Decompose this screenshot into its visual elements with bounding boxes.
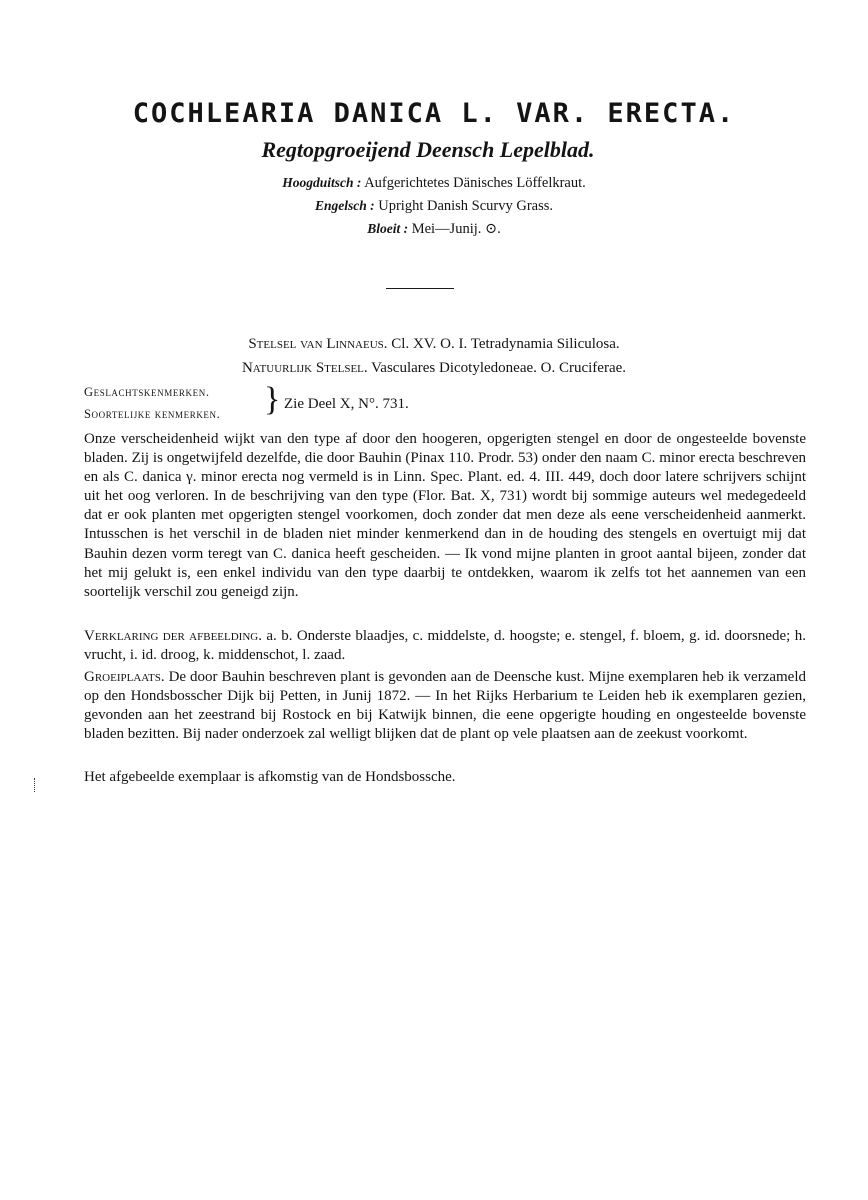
section-divider [386,288,454,289]
specimen-note-text: Het afgebeelde exemplaar is afkomstig van de Hondsbossche. [84,769,456,785]
brace-glyph: } [264,381,281,418]
margin-mark [34,778,37,792]
characteristics-reference: Zie Deel X, N°. 731. [284,396,409,412]
figure-explanation-label: Verklaring der afbeelding. [84,628,262,644]
genus-characteristics: Geslachtskenmerken. [84,385,210,399]
figure-explanation-text: a. b. Onderste blaadjes, c. middelste, d. hoogste; e. stengel, f. bloem, g. id. doorsnede; h. vrucht, i. id. droog, k. middenschot, l. zaad. [84,628,806,664]
habitat-text: De door Bauhin beschreven plant is gevonden aan de Deensche kust. Mijne exemplaren heb ik verzameld op den Hondsbosscher Dijk bij Petten, in Junij 1872. — In het Rijks Herbarium te Leiden heb ik exemplaren gezien, gevonden aan het zeestrand bij Rostock en bij Katwijk binnen, die eene opgerigte houding en ongesteelde bovenste bladen bezitten. Bij nader onderzoek zal welligt blijken dat de plant op vele plaatsen aan de zeekust voorkomt. [84,669,806,743]
description-paragraph [84,430,806,602]
page-title: COCHLEARIA DANICA L. VAR. ERECTA. [132,98,736,129]
name-german-value: Aufgerichtetes Dänisches Löffelkraut. [364,175,586,191]
figure-explanation [84,627,806,665]
name-english-value: Upright Danish Scurvy Grass. [378,198,554,214]
species-characteristics: Soortelijke kenmerken. [84,407,221,421]
natural-system [0,358,868,378]
linnaeus-system [0,334,868,354]
name-german [0,174,868,192]
flowering [0,220,868,238]
name-english-label: Engelsch : [314,198,375,213]
specimen-note [84,768,806,787]
flowering-value: Mei—Junij. ⊙. [411,221,501,237]
flowering-label: Bloeit : [367,221,409,236]
name-german-label: Hoogduitsch : [282,175,362,190]
name-english [0,197,868,215]
description-text: Onze verscheidenheid wijkt van den type af door den hoogeren, opgerigten stengel en door de ongesteelde bovenste bladen. Zij is ongetwijfeld dezelfde, die door Bauhin (Pinax 110. Prodr. 53) onder den naam C. minor erecta beschreven en als C. danica γ. minor erecta nog vermeld is in Linn. Spec. Plant. ed. 4. III. 449, doch door latere schrijvers schijnt uit het oog verloren. In de beschrijving van den type (Flor. Bat. X, 731) wordt bij sommige auteurs wel medegedeeld dat er ook planten met opgerigten stengel voorkomen, doch zonder dat men deze als eene verscheidenheid aanmerkt. Intusschen is het verschil in de bladen niet minder kenmerkend dan in de houding des stengels en overtuigt mij dat Bauhin dezen vorm teregt van C. danica heeft gescheiden. — Ik vond mijne planten in groot aantal bijeen, zonder dat het mij gelukt is, een enkel individu van den type daarbij te ontdekken, waarom ik zelfs tot het aannemen van een soortelijk verschil zou geneigd zijn. [84,431,806,600]
natural-value: Vasculares Dicotyledoneae. O. Cruciferae. [371,360,627,376]
habitat-paragraph [84,668,806,744]
linnaeus-value: Cl. XV. O. I. Tetradynamia Siliculosa. [391,336,620,352]
page-subtitle: Regtopgroeijend Deensch Lepelblad. [261,137,595,162]
habitat-label: Groeiplaats. [84,669,165,685]
linnaeus-label: Stelsel van Linnaeus. [248,336,388,352]
natural-label: Natuurlijk Stelsel. [241,360,368,376]
characteristics-block [84,381,484,424]
